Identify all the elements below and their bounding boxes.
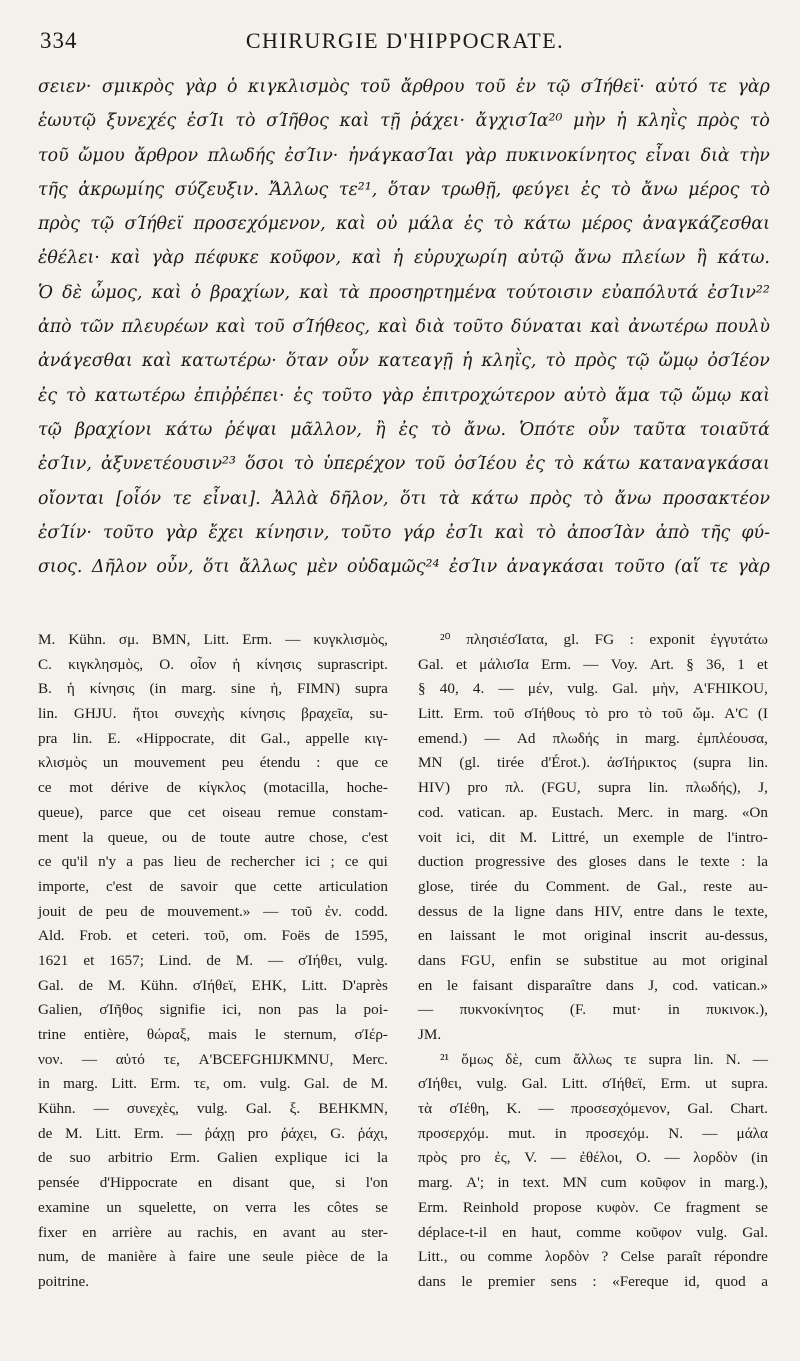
footnote-line: ce mot dérive de κίγκλος (motacilla, hoche- [38, 779, 388, 797]
footnote-line: JM. [418, 1026, 442, 1043]
footnote-line: duction progressive des gloses dans le texte : la [418, 853, 768, 871]
greek-text-line: ἐσΊιν, ἀξυνετέουσιν²³ ὅσοι τὸ ὑπερέχον τοῦ ὀσΊέου ἐς τὸ κάτω καταναγκάσαι [38, 454, 770, 475]
footnotes-right-column [418, 628, 768, 1295]
footnote-line: 1621 et 1657; Lind. de M. — σΊήθει, vulg. [38, 951, 388, 969]
footnote-line: de suo arbitrio Erm. Galien explique ici la [38, 1149, 388, 1167]
footnote-line: Litt. Erm. τοῦ σΊήθους τὸ pro τὸ τοῦ ὤμ. A'C (I [418, 705, 768, 723]
greek-text-line: Ὁ δὲ ὦμος, καὶ ὁ βραχίων, καὶ τὰ προσηρτημένα τούτοισιν εὐαπόλυτά ἐσΊιν²² [38, 282, 770, 303]
footnote-line: importe, c'est de savoir que cette articulation [38, 877, 388, 895]
footnote-line: τὰ σΊέθη, K. — προσεσχόμενον, Gal. Chart. [418, 1100, 768, 1118]
footnote-line: poitrine. [38, 1272, 90, 1290]
footnote-line: queue), parce que cet oiseau remue constam- [38, 803, 388, 821]
footnote-line: en le faisant disparaître dans J, cod. vatican.» [418, 976, 768, 994]
footnote-line: dans le premier sens : «Fereque id, quod a [418, 1272, 768, 1290]
footnote-line: M. Kühn. σμ. BMN, Litt. Erm. — κυγκλισμὸς, [38, 631, 388, 648]
footnote-line: ²¹ ὅμως δὲ, cum ἄλλως τε supra lin. N. — [440, 1050, 768, 1068]
greek-text-line: ἐθέλει· καὶ γὰρ πέφυκε κοῦφον, καὶ ἡ εὐρυχωρίη αὐτῷ ἄνω πλείων ἢ κάτω. [38, 248, 770, 269]
footnote-line: Erm. Reinhold propose κυφὸν. Ce fragment se [418, 1198, 768, 1216]
footnotes-left-column [38, 628, 388, 1295]
greek-main-text [38, 70, 770, 584]
footnote-line: marg. A'; in text. MN cum κοῦφον in marg.), [418, 1174, 768, 1192]
footnote-line: Kühn. — συνεχὲς, vulg. Gal. ξ. BEHKMN, [38, 1100, 388, 1118]
footnote-line: Gal. de M. Kühn. σΊήθεϊ, EHK, Litt. D'après [38, 976, 388, 994]
footnotes [38, 628, 770, 1328]
footnote-line: déplace-t-il en haut, comme κοῦφον vulg. Gal. [418, 1223, 768, 1241]
greek-text-line: σιος. Δῆλον οὖν, ὅτι ἄλλως μὲν οὐδαμῶς²⁴ ἐσΊιν ἀναγκάσαι τοῦτο (αἵ τε γὰρ [38, 557, 770, 578]
footnote-line: HIV) pro πλ. (FGU, supra lin. πλωδής), J, [418, 779, 768, 797]
footnote-line: κλισμὸς un mouvement peu étendu : que ce [38, 754, 388, 772]
greek-text-line: πρὸς τῷ σΊήθεϊ προσεχόμενον, καὶ οὐ μάλα ἐς τὸ κάτω μέρος ἀναγκάζεσθαι [38, 214, 770, 235]
footnote-line: en laissant le mot original inscrit au-dessus, [418, 927, 768, 945]
greek-text-line: ἀνάγεσθαι καὶ κατωτέρω· ὅταν οὖν κατεαγῇ ἡ κληῒς, τὸ πρὸς τῷ ὤμῳ ὀσΊέον [38, 351, 770, 372]
footnote-line: de M. Litt. Erm. — ῥάχῃ pro ῥάχει, G. ῥάχι, [38, 1124, 388, 1142]
greek-text-line: οἴονται [οἷόν τε εἶναι]. Ἀλλὰ δῆλον, ὅτι τὰ κάτω πρὸς τὸ ἄνω προσακτέον [38, 488, 770, 509]
footnote-line: σΊήθει, vulg. Gal. Litt. σΊήθεϊ, Erm. ut supra. [418, 1075, 768, 1093]
footnote-line: προσερχόμ. mut. in προσεχόμ. N. — μάλα [418, 1124, 768, 1142]
footnote-line: νον. — αὐτό τε, A'BCEFGHIJKMNU, Merc. [38, 1050, 388, 1068]
footnote-line: C. κιγκλησμὸς, O. οἷον ἡ κίνησις suprascript. [38, 655, 388, 673]
greek-text-line: ἀπὸ τῶν πλευρέων καὶ τοῦ σΊήθεος, καὶ διὰ τοῦτο δύναται καὶ ἀνωτέρω πουλὺ [38, 317, 770, 338]
footnote-line: num, de manière à faire une seule pièce de la [38, 1248, 388, 1266]
page-number: 334 [40, 28, 78, 53]
greek-text-line: ἐσΊίν· τοῦτο γὰρ ἔχει κίνησιν, τοῦτο γάρ ἐσΊι καὶ τὸ ἀποσΊὰν ἀπὸ τῆς φύ- [38, 522, 770, 543]
footnote-line: Gal. et μάλισΊα Erm. — Voy. Art. § 36, 1 et [418, 655, 768, 673]
footnote-line: B. ἡ κίνησις (in marg. sine ἡ, FIMN) supra [38, 680, 388, 698]
footnote-line: § 40, 4. — μέν, vulg. Gal. μὴν, A'FHIKOU, [418, 680, 768, 698]
footnote-line: πρὸς pro ἐς, V. — ἐθέλοι, O. — λορδὸν (in [418, 1149, 768, 1167]
footnote-line: ce qu'il n'y a pas lieu de rechercher ici ; ce qui [38, 853, 388, 871]
footnote-line: Litt., ou comme λορδὸν ? Celse paraît répondre [418, 1248, 768, 1266]
footnote-line: fixer en arrière au rachis, en avant au ster- [38, 1223, 388, 1241]
footnote-line: in marg. Litt. Erm. τε, om. vulg. Gal. de M. [38, 1075, 388, 1093]
footnote-line: ment la queue, ou de toute autre chose, c'est [38, 828, 388, 846]
footnote-line: emend.) — Ad πλωδής in marg. ἐμπλέουσα, [418, 729, 768, 747]
greek-text-line: σειεν· σμικρὸς γὰρ ὁ κιγκλισμὸς τοῦ ἄρθρου τοῦ ἐν τῷ σΊήθεϊ· αὐτό τε γὰρ [38, 77, 770, 97]
page-header [40, 28, 770, 58]
footnote-line: pra lin. E. «Hippocrate, dit Gal., appelle κιγ- [38, 729, 388, 747]
footnote-line: ²⁰ πλησιέσΊατα, gl. FG : exponit ἐγγυτάτω [440, 631, 768, 648]
footnote-line: — πυκνοκίνητος (F. mut· in πυκινοκ.), [418, 1001, 768, 1019]
greek-text-line: τῆς ἀκρωμίης σύζευξιν. Ἄλλως τε²¹, ὅταν τρωθῇ, φεύγει ἐς τὸ ἄνω μέρος τὸ [38, 179, 770, 200]
greek-text-line: τοῦ ὤμου ἄρθρον πλωδής ἐσΊιν· ἠνάγκασΊαι γὰρ πυκινοκίνητος εἶναι διὰ τὴν [38, 145, 770, 166]
footnote-line: glose, tirée du Comment. de Gal., reste au- [418, 877, 768, 895]
footnote-line: MN (gl. tirée d'Érot.). ἀσΊήρικτος (supra lin. [418, 754, 768, 772]
footnote-line: pensée d'Hippocrate en disant que, si l'on [38, 1174, 388, 1192]
greek-text-line: ἑωυτῷ ξυνεχές ἐσΊι τὸ σΊῆθος καὶ τῇ ῥάχει· ἄγχισΊα²⁰ μὴν ἡ κληῒς πρὸς τὸ [38, 111, 770, 132]
footnote-line: voit ici, dit M. Littré, un exemple de l'intro- [418, 828, 768, 846]
footnote-line: Galien, σΊῆθος signifie ici, non pas la poi- [38, 1001, 388, 1019]
footnote-line: jouit de peu de mouvement.» — τοῦ ἐν. codd. [38, 902, 388, 920]
footnote-line: lin. GHJU. ἤτοι συνεχὴς κίνησις βραχεῖα, su- [38, 705, 388, 723]
footnote-line: dessus de la ligne dans HIV, entre dans le texte, [418, 902, 768, 920]
footnote-line: cod. vatican. ap. Eustach. Merc. in marg. «On [418, 803, 768, 821]
greek-text-line: ἐς τὸ κατωτέρω ἐπιῤῥέπει· ἐς τοῦτο γὰρ ἐπιτροχώτερον αὐτὸ ἅμα τῷ ὤμῳ καὶ [38, 385, 770, 406]
footnote-line: trine entière, θώραξ, mais le sternum, σΊέρ- [38, 1026, 388, 1043]
footnote-line: examine un squelette, on verra les côtes se [38, 1198, 388, 1216]
footnote-line: dans FGU, enfin se substitue au mot original [418, 951, 768, 969]
running-head: CHIRURGIE D'HIPPOCRATE. [245, 28, 565, 53]
greek-text-line: τῷ βραχίονι κάτω ῥέψαι μᾶλλον, ἢ ἐς τὸ ἄνω. Ὁπότε οὖν ταῦτα τοιαῦτά [38, 419, 770, 440]
footnote-line: Ald. Frob. et ceteri. τοῦ, om. Foës de 1595, [38, 927, 388, 945]
